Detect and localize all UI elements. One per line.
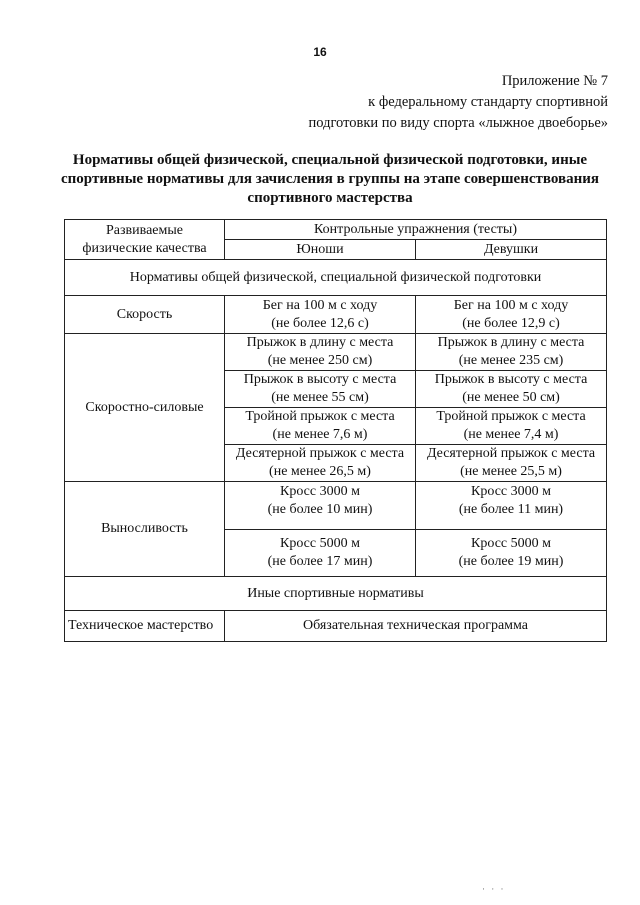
power-boys-cell — [225, 445, 416, 482]
cell-line: (не менее 250 см) — [267, 353, 373, 368]
cell-line: Прыжок в длину с места — [246, 335, 394, 350]
header-quality-cell — [65, 220, 225, 260]
header-boys-cell: Юноши — [225, 240, 416, 260]
appendix-line: подготовки по виду спорта «лыжное двоеборье» — [308, 115, 608, 131]
cell-line: (не более 12,6 с) — [271, 315, 369, 331]
table-row — [65, 611, 607, 642]
title-line: спортивного мастерства — [247, 190, 413, 206]
cell-line: (не более 11 мин) — [458, 502, 564, 517]
cell-line: Прыжок в длину с места — [437, 335, 585, 350]
power-boys-cell — [225, 334, 416, 371]
section-row — [65, 260, 607, 296]
title-line: Нормативы общей физической, специальной физической подготовки, иные — [72, 152, 588, 168]
header-quality-line: Развиваемые — [106, 222, 183, 238]
power-girls-cell — [416, 445, 607, 482]
section-row — [65, 577, 607, 611]
cell-line: Десятерной прыжок с места — [235, 446, 405, 461]
cell-line: Прыжок в высоту с места — [243, 372, 397, 387]
title-line: спортивные нормативы для зачисления в группы на этапе совершенствования — [61, 171, 599, 187]
table-header-row — [65, 220, 607, 240]
speed-girls-cell — [416, 296, 607, 334]
cell-line: Кросс 5000 м — [471, 536, 551, 551]
cell-line: Бег на 100 м с ходу — [262, 297, 378, 313]
speed-boys-cell — [225, 296, 416, 334]
cell-line: Кросс 3000 м — [471, 484, 551, 499]
cell-line: Тройной прыжок с места — [245, 409, 395, 424]
cell-line: Прыжок в высоту с места — [434, 372, 588, 387]
table-row — [65, 482, 607, 530]
cell-line: (не менее 50 см) — [462, 390, 560, 405]
endurance-boys-cell — [225, 482, 416, 530]
cell-line: (не более 10 мин) — [267, 502, 373, 517]
page-number: 16 — [313, 45, 327, 59]
cell-line: (не менее 25,5 м) — [460, 464, 562, 479]
appendix-note — [308, 71, 608, 134]
cell-line: (не менее 7,4 м) — [463, 427, 559, 442]
header-quality-line: физические качества — [82, 240, 207, 256]
power-label-cell: Скоростно-силовые — [65, 334, 225, 482]
endurance-girls-cell — [416, 530, 607, 577]
scan-marks: · · · — [482, 884, 506, 894]
speed-label-cell: Скорость — [65, 296, 225, 334]
section-general-cell: Нормативы общей физической, специальной физической подготовки — [65, 260, 607, 296]
cell-line: Кросс 3000 м — [280, 484, 360, 499]
header-girls-cell: Девушки — [416, 240, 607, 260]
cell-line: (не менее 7,6 м) — [272, 427, 368, 442]
table-row — [65, 334, 607, 371]
cell-line: Кросс 5000 м — [280, 536, 360, 551]
cell-line: Десятерной прыжок с места — [426, 446, 596, 461]
cell-line: (не менее 26,5 м) — [269, 464, 371, 479]
norms-table — [64, 219, 607, 642]
endurance-boys-cell — [225, 530, 416, 577]
cell-line: Бег на 100 м с ходу — [453, 297, 569, 313]
endurance-girls-cell — [416, 482, 607, 530]
power-girls-cell — [416, 408, 607, 445]
power-girls-cell — [416, 371, 607, 408]
appendix-line: Приложение № 7 — [501, 73, 608, 89]
appendix-line: к федеральному стандарту спортивной — [368, 94, 608, 110]
technique-label-cell: Техническое мастерство — [65, 611, 225, 642]
table-row — [65, 296, 607, 334]
cell-line: (не более 19 мин) — [458, 554, 564, 569]
power-boys-cell — [225, 408, 416, 445]
technique-value-cell: Обязательная техническая программа — [225, 611, 607, 642]
endurance-label-cell: Выносливость — [65, 482, 225, 577]
cell-line: (не менее 235 см) — [458, 353, 564, 368]
document-title — [50, 151, 610, 208]
cell-line: (не менее 55 см) — [271, 390, 369, 405]
power-boys-cell — [225, 371, 416, 408]
header-tests-cell: Контрольные упражнения (тесты) — [225, 220, 607, 240]
cell-line: Тройной прыжок с места — [436, 409, 586, 424]
cell-line: (не более 17 мин) — [267, 554, 373, 569]
power-girls-cell — [416, 334, 607, 371]
section-other-cell: Иные спортивные нормативы — [65, 577, 607, 611]
cell-line: (не более 12,9 с) — [462, 315, 560, 331]
